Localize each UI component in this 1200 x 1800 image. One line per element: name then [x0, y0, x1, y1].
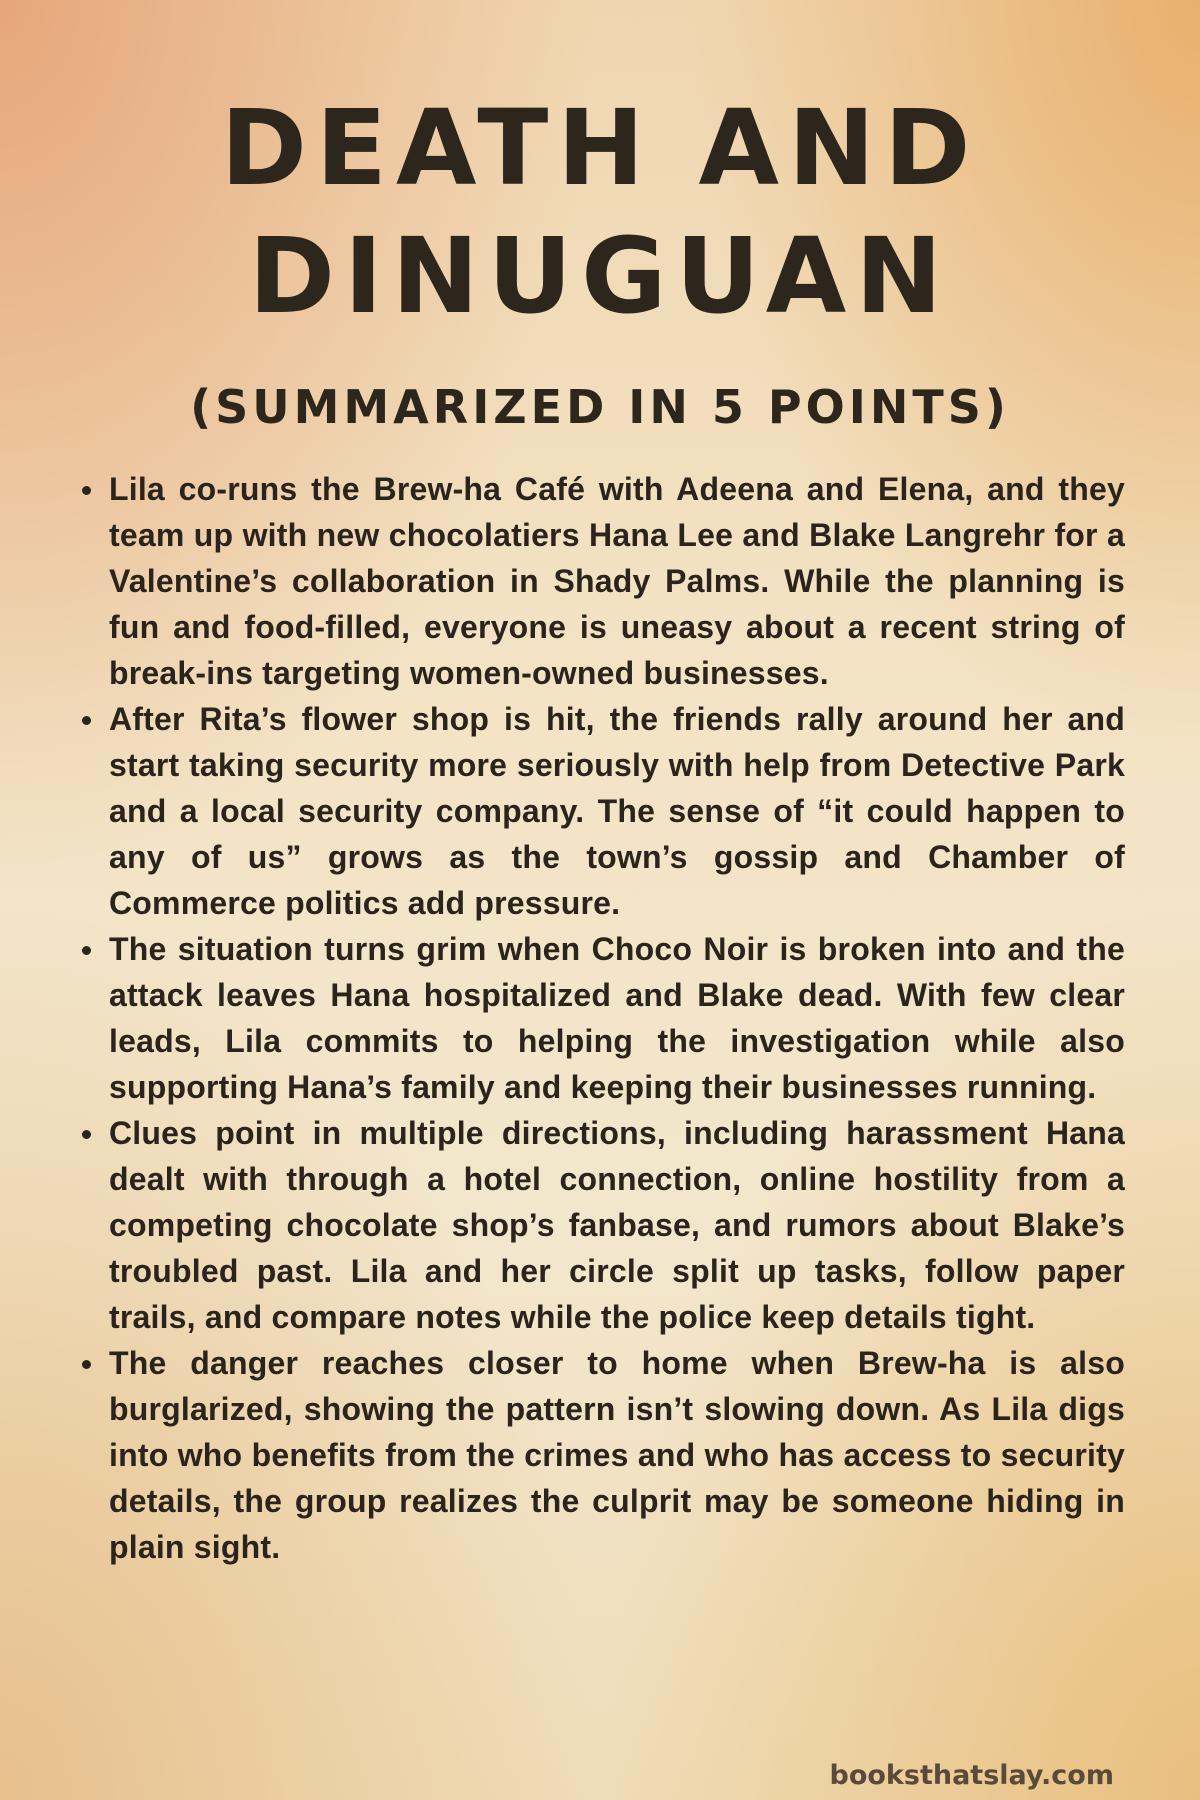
summary-point	[109, 1340, 1125, 1570]
summary-point-text: Lila co-runs the Brew-ha Café with Adeena and Elena, and they team up with new chocolatiers Hana Lee and Blake Langrehr for a Valentine’s collaboration in Shady Palms. While the planning is fun and food-filled, everyone is uneasy about a recent string of break-ins targeting women-owned businesses.	[109, 471, 1125, 691]
summary-point	[109, 926, 1125, 1110]
summary-point	[109, 1110, 1125, 1340]
bullet-icon	[82, 1130, 91, 1139]
bullet-icon	[82, 486, 91, 495]
bullet-icon	[82, 946, 91, 955]
title-line-2: DINUGUAN	[248, 215, 952, 337]
subtitle: (SUMMARIZED IN 5 POINTS)	[190, 380, 1010, 434]
summary-point-text: Clues point in multiple directions, including harassment Hana dealt with through a hotel connection, online hostility from a competing chocolate shop’s fanbase, and rumors about Blake’s troubled past. Lila and her circle split up tasks, follow paper trails, and compare notes while the police keep details tight.	[109, 1115, 1125, 1335]
summary-point-text: After Rita’s flower shop is hit, the friends rally around her and start taking security more seriously with help from Detective Park and a local security company. The sense of “it could happen to any of us” grows as the town’s gossip and Chamber of Commerce politics add pressure.	[109, 701, 1125, 921]
title-line-1: DEATH AND	[220, 87, 980, 209]
summary-point	[109, 466, 1125, 696]
site-watermark: booksthatslay.com	[829, 1760, 1114, 1791]
summary-point-text: The danger reaches closer to home when Brew-ha is also burglarized, showing the pattern isn’t slowing down. As Lila digs into who benefits from the crimes and who has access to security details, the group realizes the culprit may be someone hiding in plain sight.	[109, 1345, 1125, 1565]
summary-point-text: The situation turns grim when Choco Noir is broken into and the attack leaves Hana hospitalized and Blake dead. With few clear leads, Lila commits to helping the investigation while also supporting Hana’s family and keeping their businesses running.	[109, 931, 1125, 1105]
summary-point	[109, 696, 1125, 926]
bullet-icon	[82, 716, 91, 725]
bullet-icon	[82, 1360, 91, 1369]
summary-list	[109, 466, 1125, 1570]
